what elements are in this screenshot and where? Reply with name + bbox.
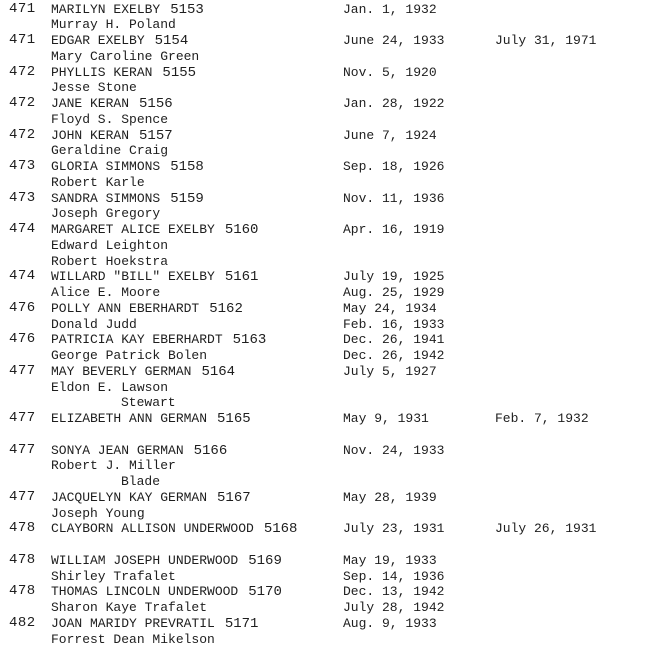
birth-date: June 7, 1924: [343, 127, 437, 143]
person-name-text: WILLIAM JOSEPH UNDERWOOD: [51, 552, 239, 568]
entry-line: [0, 65, 650, 81]
spouse-name: Eldon E. Lawson: [51, 379, 169, 395]
person-name-text: POLLY ANN EBERHARDT: [51, 300, 200, 316]
person-name-text: MARGARET ALICE EXELBY: [51, 222, 215, 237]
person-name-text: THOMAS LINCOLN UNDERWOOD: [51, 584, 239, 600]
birth-date: Aug. 9, 1933: [343, 615, 437, 631]
person-name-text: CLAYBORN ALLISON UNDERWOOD: [51, 521, 254, 537]
generation-number: 478: [9, 551, 36, 568]
person-id-number: 5159: [170, 190, 204, 207]
entry-line: [0, 584, 650, 600]
spouse-name: Joseph Gregory: [51, 206, 161, 222]
generation-number: 478: [9, 520, 36, 537]
entry-line: [0, 191, 650, 207]
person-name: [51, 332, 266, 349]
person-id-number: 5163: [232, 332, 267, 349]
generation-number: 477: [9, 362, 36, 379]
person-name-text: EDGAR EXELBY: [51, 33, 145, 48]
spouse-line: [0, 458, 650, 474]
entry-line: [0, 443, 650, 459]
birth-date: Nov. 11, 1936: [343, 190, 445, 206]
person-id-number: 5167: [217, 489, 251, 506]
birth-date: May 28, 1939: [343, 489, 437, 505]
death-date: July 26, 1931: [495, 521, 597, 537]
generation-number: 477: [9, 441, 36, 458]
spouse-line: [0, 254, 650, 270]
person-name: [51, 411, 251, 428]
birth-date: Sep. 18, 1926: [343, 159, 445, 174]
spouse-name: Blade: [121, 474, 161, 489]
person-name: [51, 33, 188, 50]
birth-date: Dec. 13, 1942: [343, 584, 445, 600]
spouse-date: Sep. 14, 1936: [343, 568, 445, 584]
entry-line: [0, 553, 650, 569]
person-id-number: 5154: [154, 33, 189, 49]
spouse-line: [0, 17, 650, 33]
generation-number: 477: [9, 488, 36, 505]
spouse-line: [0, 112, 650, 128]
spouse-line: [0, 348, 650, 364]
person-name: [51, 584, 282, 601]
spouse-line: [0, 143, 650, 159]
person-id-number: 5160: [224, 222, 259, 238]
person-id-number: 5169: [248, 552, 282, 569]
spouse-name: George Patrick Bolen: [51, 348, 208, 363]
spouse-name: Edward Leighton: [51, 237, 169, 253]
spouse-line: [0, 569, 650, 585]
person-name: [51, 364, 235, 381]
entry-line: [0, 521, 650, 537]
person-id-number: 5168: [263, 521, 298, 538]
person-id-number: 5158: [170, 159, 204, 175]
person-name-text: JANE KERAN: [51, 96, 130, 111]
person-name: [51, 269, 258, 286]
entry-line: [0, 411, 650, 427]
person-name-text: MAY BEVERLY GERMAN: [51, 363, 192, 379]
spouse-line: [0, 206, 650, 222]
person-name: [51, 65, 196, 82]
spouse-name: Floyd S. Spence: [51, 111, 169, 127]
birth-date: May 9, 1931: [343, 411, 429, 426]
person-name: [51, 443, 227, 460]
spouse-line: [0, 285, 650, 301]
entry-line: [0, 159, 650, 175]
person-id-number: 5153: [170, 1, 204, 18]
spouse-name: Jesse Stone: [51, 80, 137, 96]
person-name-text: JOHN KERAN: [51, 127, 130, 143]
spouse-name: Joseph Young: [51, 505, 145, 521]
person-name: [51, 222, 258, 239]
entry-line: [0, 33, 650, 49]
entry-line: [0, 222, 650, 238]
generation-number: 476: [9, 299, 36, 316]
entry-line: [0, 332, 650, 348]
generation-number: 473: [9, 158, 36, 174]
spouse-name: Stewart: [121, 395, 176, 411]
person-name: [51, 616, 258, 633]
spouse-date: July 28, 1942: [343, 600, 445, 615]
spouse-line: [0, 506, 650, 522]
person-name: [51, 159, 204, 176]
spouse-line: [0, 474, 650, 490]
birth-date: Apr. 16, 1919: [343, 222, 445, 237]
spouse-date: Dec. 26, 1942: [343, 348, 445, 363]
spouse-line: [0, 395, 650, 411]
generation-number: 473: [9, 189, 36, 206]
person-id-number: 5161: [224, 269, 259, 286]
birth-date: Jan. 1, 1932: [343, 1, 437, 17]
generation-number: 471: [9, 0, 36, 17]
entry-line: [0, 301, 650, 317]
person-name: [51, 521, 297, 538]
person-name-text: ELIZABETH ANN GERMAN: [51, 411, 208, 426]
entry-line: [0, 96, 650, 112]
entry-line: [0, 2, 650, 18]
entry-line: [0, 269, 650, 285]
person-id-number: 5156: [139, 96, 173, 112]
generation-number: 477: [9, 410, 36, 426]
spouse-name: Shirley Trafalet: [51, 568, 176, 584]
person-id-number: 5155: [162, 64, 197, 81]
spouse-name: Sharon Kaye Trafalet: [51, 600, 208, 615]
person-id-number: 5170: [248, 584, 282, 601]
person-name: [51, 301, 243, 318]
person-name: [51, 2, 204, 19]
entry-line: [0, 364, 650, 380]
person-id-number: 5157: [139, 127, 173, 144]
person-name-text: SONYA JEAN GERMAN: [51, 442, 184, 458]
generation-number: 474: [9, 221, 36, 237]
person-name-text: GLORIA SIMMONS: [51, 159, 161, 174]
birth-date: Nov. 24, 1933: [343, 442, 445, 458]
person-name-text: JOAN MARIDY PREVRATIL: [51, 615, 215, 631]
spouse-name: Donald Judd: [51, 316, 137, 332]
person-name: [51, 96, 173, 113]
person-id-number: 5165: [217, 411, 251, 427]
generation-number: 474: [9, 268, 36, 285]
entry-line: [0, 128, 650, 144]
generation-number: 472: [9, 63, 36, 80]
person-name-text: JACQUELYN KAY GERMAN: [51, 489, 208, 505]
death-date: Feb. 7, 1932: [495, 411, 589, 426]
person-name: [51, 490, 251, 507]
spouse-name: Forrest Dean Mikelson: [51, 631, 215, 647]
person-name-text: PHYLLIS KERAN: [51, 64, 153, 80]
person-name: [51, 191, 204, 208]
generation-number: 476: [9, 331, 36, 348]
spouse-line: [0, 49, 650, 65]
person-id-number: 5166: [193, 442, 228, 459]
spouse-date: Feb. 16, 1933: [343, 316, 445, 332]
person-name: [51, 553, 282, 570]
person-name-text: PATRICIA KAY EBERHARDT: [51, 332, 223, 348]
generation-number: 471: [9, 32, 36, 48]
spouse-date: Aug. 25, 1929: [343, 285, 445, 300]
spouse-name: Geraldine Craig: [51, 143, 169, 159]
birth-date: July 5, 1927: [343, 363, 437, 379]
birth-date: July 23, 1931: [343, 521, 445, 537]
person-name-text: WILLARD "BILL" EXELBY: [51, 269, 215, 285]
entry-line: [0, 490, 650, 506]
spouse-name: Robert J. Miller: [51, 458, 176, 474]
generation-number: 482: [9, 614, 36, 631]
spouse-line: [0, 80, 650, 96]
spouse-name: Alice E. Moore: [51, 285, 161, 300]
person-id-number: 5162: [209, 300, 243, 317]
generation-number: 478: [9, 583, 36, 600]
spouse-name: Murray H. Poland: [51, 17, 176, 33]
person-id-number: 5164: [201, 363, 236, 380]
death-date: July 31, 1971: [495, 33, 597, 48]
spouse-line: [0, 600, 650, 616]
birth-date: July 19, 1925: [343, 269, 445, 285]
birth-date: May 19, 1933: [343, 552, 437, 568]
person-name: [51, 128, 173, 145]
spouse-line: [0, 175, 650, 191]
birth-date: Jan. 28, 1922: [343, 96, 445, 111]
spouse-name: Robert Hoekstra: [51, 253, 169, 269]
spouse-line: [0, 632, 650, 648]
entry-line: [0, 616, 650, 632]
spouse-line: [0, 380, 650, 396]
birth-date: Dec. 26, 1941: [343, 332, 445, 348]
spouse-line: [0, 238, 650, 254]
person-id-number: 5171: [224, 615, 259, 632]
birth-date: June 24, 1933: [343, 33, 445, 48]
generation-number: 472: [9, 126, 36, 143]
generation-number: 472: [9, 95, 36, 111]
spouse-name: Mary Caroline Green: [51, 48, 200, 64]
spouse-line: [0, 317, 650, 333]
person-name-text: SANDRA SIMMONS: [51, 190, 161, 206]
birth-date: May 24, 1934: [343, 300, 437, 316]
person-name-text: MARILYN EXELBY: [51, 1, 161, 17]
spouse-name: Robert Karle: [51, 174, 145, 190]
birth-date: Nov. 5, 1920: [343, 64, 437, 80]
